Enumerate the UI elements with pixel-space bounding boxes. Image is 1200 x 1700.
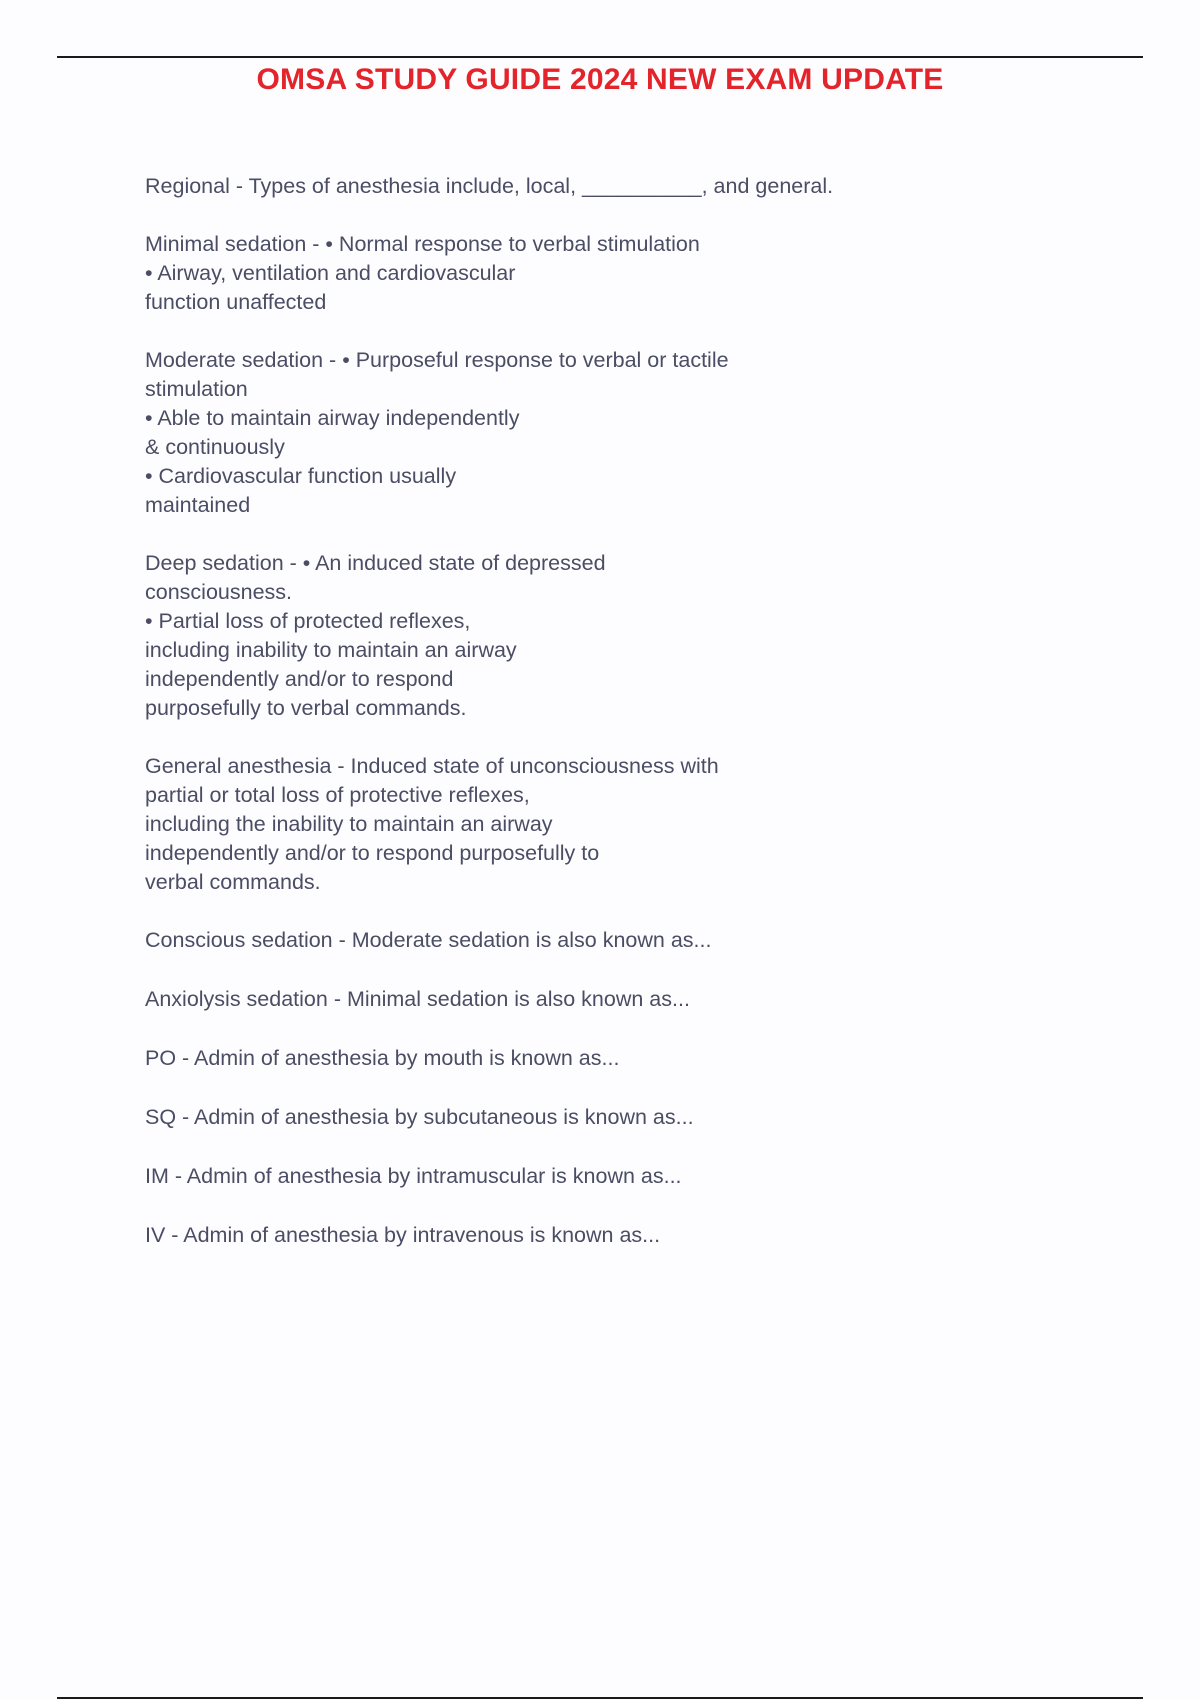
entry-line: function unaffected [145,290,327,314]
entry-line: Conscious sedation - Moderate sedation is also known as... [145,928,712,952]
entry-minimal-sedation [145,230,1045,317]
entry-line: General anesthesia - Induced state of unconsciousness with [145,754,719,778]
entry-line: Minimal sedation - • Normal response to verbal stimulation [145,232,700,256]
entry-moderate-sedation [145,346,1045,520]
entry-regional [145,172,1045,201]
entry-line: Anxiolysis sedation - Minimal sedation is also known as... [145,987,690,1011]
entry-line: partial or total loss of protective reflexes, [145,783,530,807]
entry-general-anesthesia [145,752,1045,897]
bottom-rule [57,1697,1143,1699]
entry-line: verbal commands. [145,870,321,894]
entry-iv [145,1221,1045,1250]
entry-line: • Cardiovascular function usually [145,464,457,488]
entry-line: PO - Admin of anesthesia by mouth is known as... [145,1046,620,1070]
entry-sq [145,1103,1045,1132]
entry-line: including the inability to maintain an airway [145,812,553,836]
top-rule [57,56,1143,58]
document-title: OMSA STUDY GUIDE 2024 NEW EXAM UPDATE [256,63,944,96]
entry-line: • Airway, ventilation and cardiovascular [145,261,516,285]
entry-line: SQ - Admin of anesthesia by subcutaneous is known as... [145,1105,694,1129]
entry-line: & continuously [145,435,285,459]
entry-line: Deep sedation - • An induced state of depressed [145,551,606,575]
entry-line: purposefully to verbal commands. [145,696,467,720]
entry-line: IM - Admin of anesthesia by intramuscular is known as... [145,1164,682,1188]
entry-line: Moderate sedation - • Purposeful response to verbal or tactile [145,348,729,372]
entry-im [145,1162,1045,1191]
entry-line: maintained [145,493,251,517]
entry-line: • Partial loss of protected reflexes, [145,609,471,633]
entry-line: • Able to maintain airway independently [145,406,520,430]
entry-po [145,1044,1045,1073]
entry-line: stimulation [145,377,248,401]
entry-line: consciousness. [145,580,292,604]
document-body [145,172,1045,1250]
entry-line: IV - Admin of anesthesia by intravenous is known as... [145,1223,661,1247]
entry-line: Regional - Types of anesthesia include, local, __________, and general. [145,174,834,198]
entry-anxiolysis-sedation [145,985,1045,1014]
entry-line: including inability to maintain an airway [145,638,517,662]
entry-deep-sedation [145,549,1045,723]
entry-line: independently and/or to respond [145,667,454,691]
entry-line: independently and/or to respond purposefully to [145,841,600,865]
entry-conscious-sedation [145,926,1045,955]
